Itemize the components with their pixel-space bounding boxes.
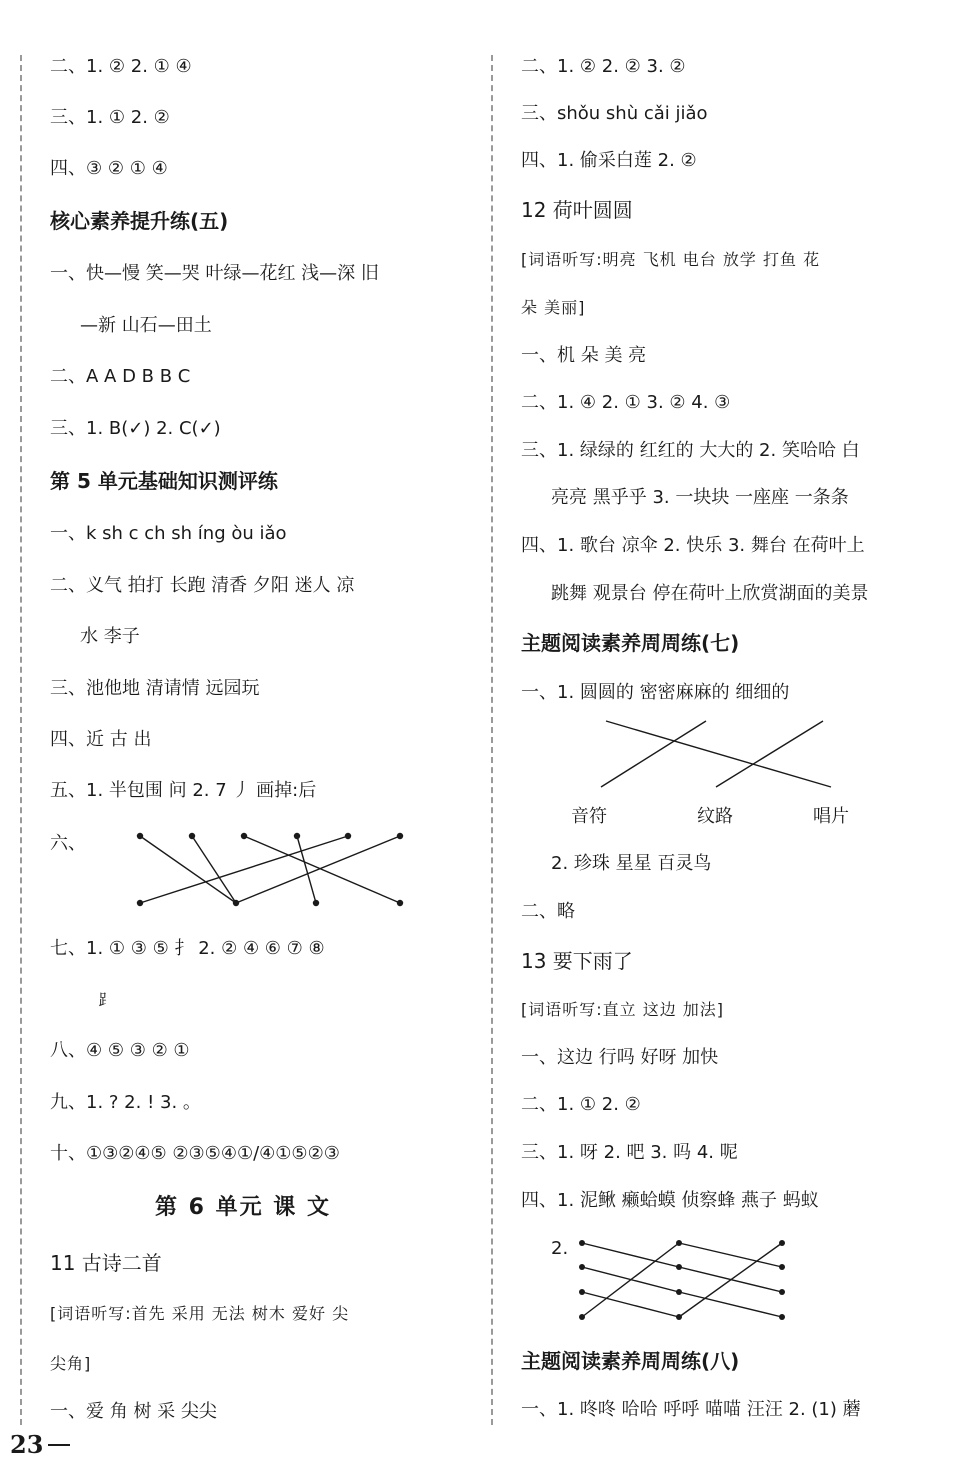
answer-line-continued: 亮亮 黑乎乎 3. 一块块 一座座 一条条 [551, 487, 849, 508]
answer-line: 三、1. B(✓) 2. C(✓) [50, 418, 221, 439]
answer-line: 三、池他地 清请情 远园玩 [50, 678, 260, 699]
lesson-heading: 11 古诗二首 [50, 1251, 162, 1275]
answer-line: 一、机 朵 美 亮 [521, 345, 647, 366]
answer-line: 二、1. ④ 2. ① 3. ② 4. ③ [521, 392, 731, 413]
dictation-line-continued: 朵 美丽] [521, 298, 586, 317]
answer-line: 二、略 [521, 901, 575, 922]
answer-line: 八、④ ⑤ ③ ② ① [50, 1040, 190, 1061]
answer-line: 五、1. 半包围 问 2. 7 丿 画掉:后 [50, 780, 317, 801]
match-word: 音符 [571, 806, 607, 827]
dictation-line: [词语听写:直立 这边 加法] [521, 1000, 725, 1019]
section-heading: 核心素养提升练(五) [50, 209, 229, 233]
dictation-line: [词语听写:首先 采用 无法 树木 爱好 尖 [50, 1304, 350, 1323]
match-word: 唱片 [813, 806, 849, 827]
section-heading: 主题阅读素养周周练(七) [521, 631, 740, 655]
match-line [716, 721, 823, 787]
match-line [297, 836, 316, 903]
answer-line: 2. [551, 1238, 569, 1259]
lesson-heading: 12 荷叶圆圆 [521, 198, 633, 222]
answer-line: 一、快—慢 笑—哭 叶绿—花红 浅—深 旧 [50, 263, 379, 284]
answer-line: 四、近 古 出 [50, 729, 152, 750]
section-heading: 主题阅读素养周周练(八) [521, 1349, 740, 1373]
match-dot [241, 833, 247, 839]
left-dashed-divider [20, 55, 22, 1425]
unit-heading: 第 6 单元 课 文 [155, 1195, 331, 1220]
answer-line: 四、③ ② ① ④ [50, 158, 168, 179]
answer-line: 九、1. ? 2. ! 3. 。 [50, 1092, 201, 1113]
match-line [679, 1243, 782, 1267]
answer-line: 四、1. 泥鳅 癞蛤蟆 侦察蜂 燕子 蚂蚁 [521, 1190, 819, 1211]
page-number: 23 [10, 1430, 44, 1459]
answer-line: 十、①③②④⑤ ②③⑤④①/④①⑤②③ [50, 1143, 340, 1164]
answer-line: 二、1. ② 2. ② 3. ② [521, 56, 686, 77]
answer-line: 二、1. ① 2. ② [521, 1094, 641, 1115]
answer-line-continued: 跳舞 观景台 停在荷叶上欣赏湖面的美景 [551, 583, 869, 604]
answer-line: 三、1. 呀 2. 吧 3. 吗 4. 呢 [521, 1142, 738, 1163]
match-word: 纹路 [697, 806, 733, 827]
match-line [582, 1243, 679, 1317]
match-line [192, 836, 236, 903]
answer-line: 二、A A D B B C [50, 366, 191, 387]
answer-line: 六、 [50, 833, 86, 854]
answer-line: 二、义气 拍打 长跑 清香 夕阳 迷人 凉 [50, 575, 355, 596]
answer-line: 三、shǒu shù cǎi jiǎo [521, 103, 708, 124]
dictation-line: [词语听写:明亮 飞机 电台 放学 打鱼 花 [521, 250, 821, 269]
center-dashed-divider [491, 55, 493, 1425]
matching-diagram-seven [596, 715, 836, 795]
answer-line: 一、爱 角 树 采 尖尖 [50, 1401, 217, 1422]
match-line [140, 836, 236, 903]
answer-line: 四、1. 偷采白莲 2. ② [521, 150, 697, 171]
answer-line-continued: 水 李子 [80, 626, 140, 647]
matching-diagram-six [132, 828, 412, 918]
matching-diagram-thirteen [576, 1237, 796, 1327]
answer-line: 二、1. ② 2. ① ④ [50, 56, 192, 77]
answer-line: 一、这边 行吗 好呀 加快 [521, 1047, 719, 1068]
answer-line: 一、1. 咚咚 哈哈 呼呼 喵喵 汪汪 2. (1) 蘑 [521, 1399, 861, 1420]
dictation-line-continued: 尖角] [50, 1354, 92, 1373]
answer-line-continued: —新 山石—田土 [80, 315, 212, 336]
radical-glyph: ⻊ [98, 990, 115, 1009]
section-heading: 第 5 单元基础知识测评练 [50, 469, 278, 493]
answer-line: 三、1. ① 2. ② [50, 107, 170, 128]
match-line [679, 1243, 782, 1317]
lesson-heading: 13 要下雨了 [521, 949, 633, 973]
match-line [582, 1243, 679, 1267]
page-number-dash [48, 1444, 70, 1446]
match-line [582, 1292, 679, 1317]
answer-line: 一、1. 圆圆的 密密麻麻的 细细的 [521, 682, 790, 703]
answer-line: 一、k sh c ch sh íng òu iǎo [50, 523, 287, 544]
answer-line: 三、1. 绿绿的 红红的 大大的 2. 笑哈哈 白 [521, 440, 860, 461]
answer-line: 四、1. 歌台 凉伞 2. 快乐 3. 舞台 在荷叶上 [521, 535, 865, 556]
match-line [679, 1292, 782, 1317]
answer-line: 七、1. ① ③ ⑤ 扌 2. ② ④ ⑥ ⑦ ⑧ [50, 938, 325, 959]
match-line [606, 721, 831, 787]
match-line [601, 721, 706, 787]
answer-line: 2. 珍珠 星星 百灵鸟 [551, 853, 712, 874]
